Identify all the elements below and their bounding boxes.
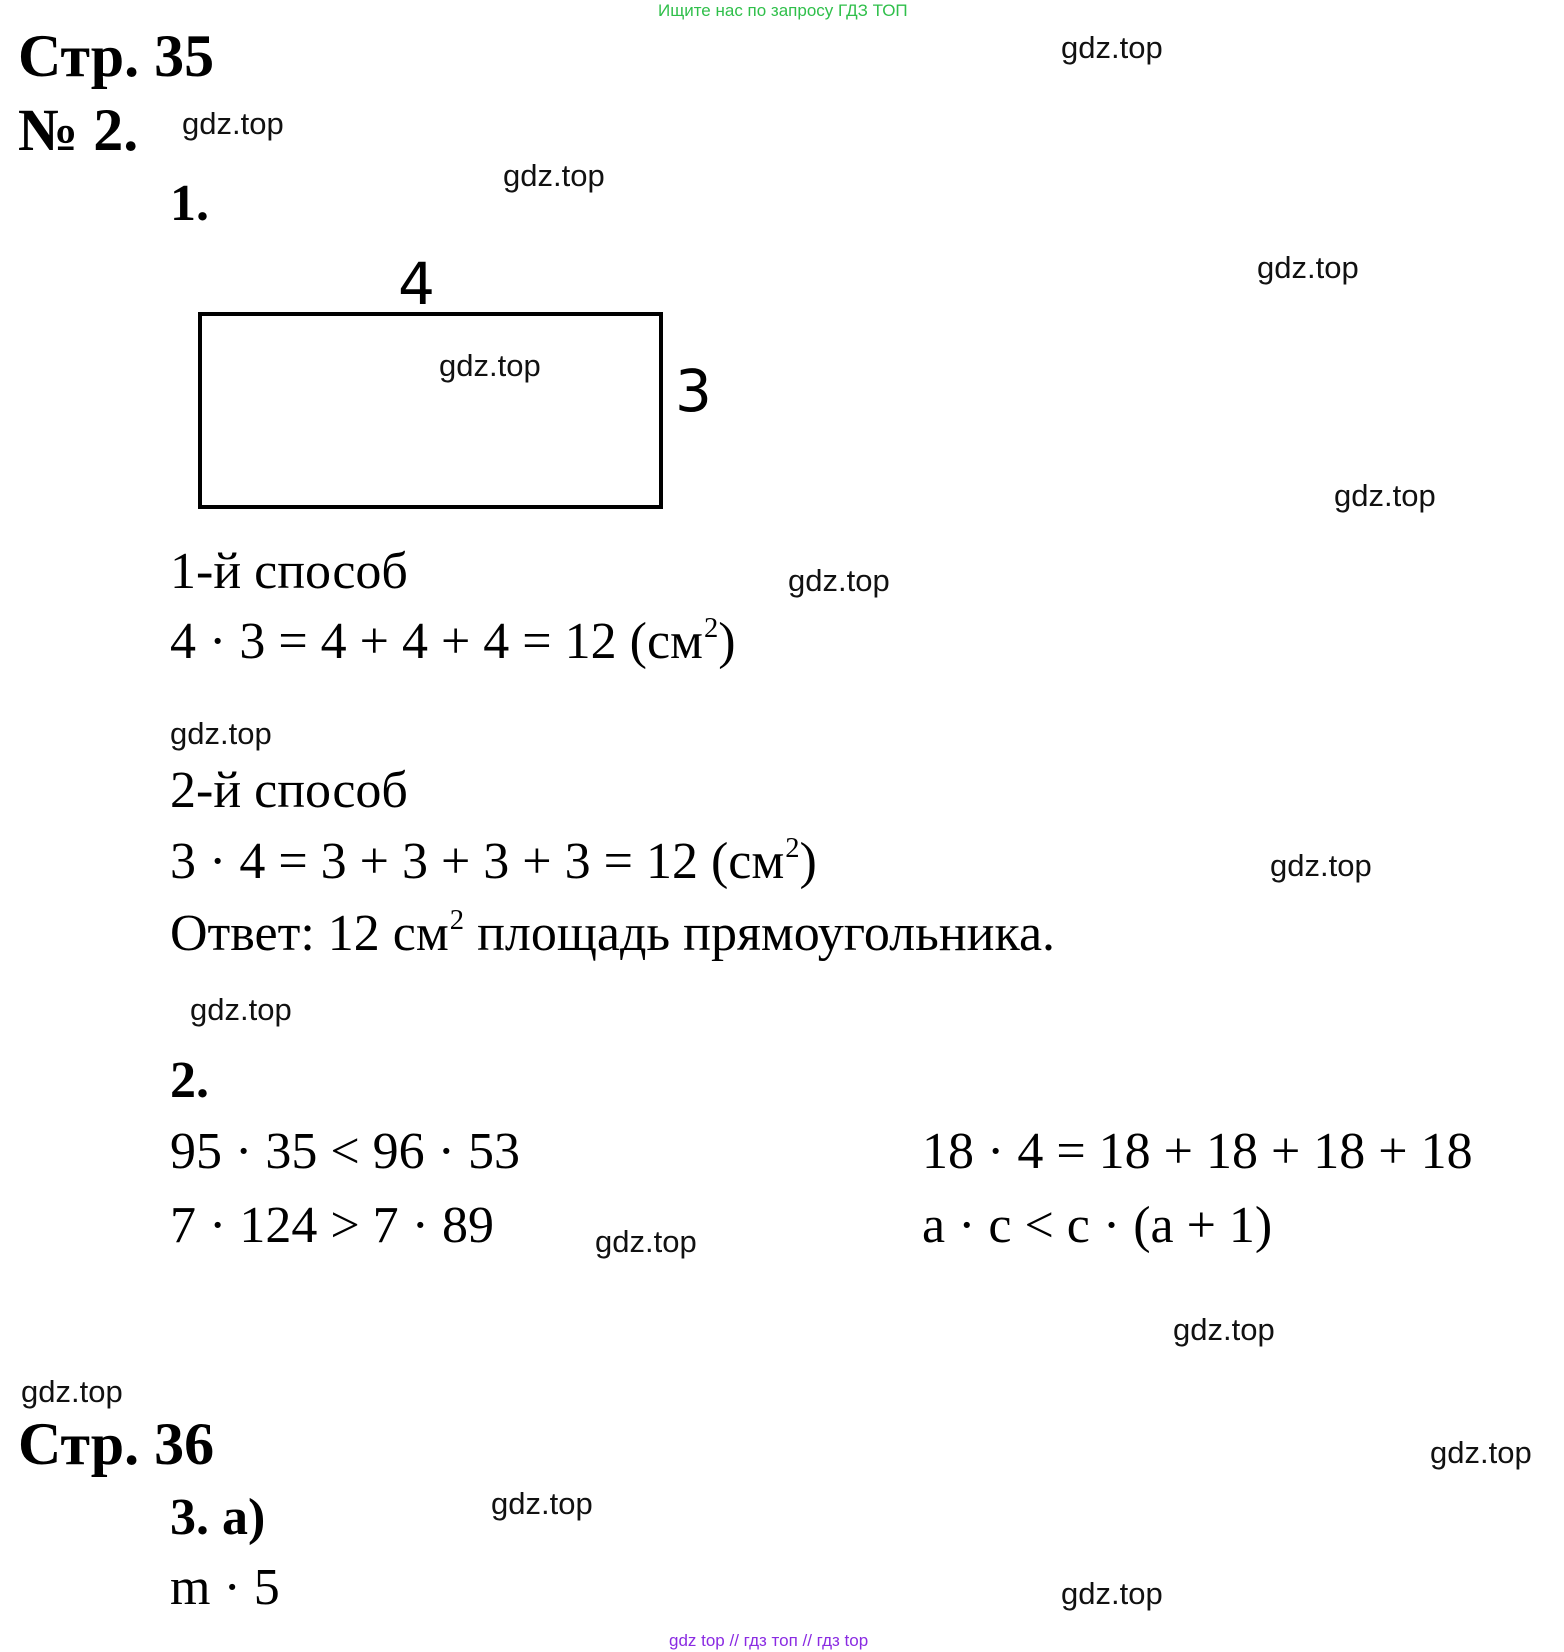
method2-equation: 3 · 4 = 3 + 3 + 3 + 3 = 12 $(см^2)$ [170,832,817,890]
watermark: gdz.top [595,1224,697,1259]
comparison-left-1: 95 · 35 < 96 · 53 [170,1123,520,1180]
method2-title: 2-й способ [170,762,408,819]
top-banner: Ищите нас по запросу ГДЗ ТОП [658,1,908,20]
watermark: gdz.top [182,106,284,141]
method1-title: 1-й способ [170,543,408,600]
part2-label: 2. [170,1052,209,1109]
part1-label: 1. [170,175,209,232]
watermark: gdz.top [788,563,890,598]
watermark: gdz.top [1061,30,1163,65]
watermark: gdz.top [491,1486,593,1521]
watermark: gdz.top [439,348,541,383]
comparison-right-1: 18 · 4 = 18 + 18 + 18 + 18 [922,1123,1473,1180]
watermark: gdz.top [1430,1435,1532,1470]
watermark: gdz.top [1270,848,1372,883]
watermark: gdz.top [1257,250,1359,285]
answer-line: Ответ: 12 $см^2$ площадь прямоугольника. [170,904,1056,962]
watermark: gdz.top [1334,478,1436,513]
comparison-left-2: 7 · 124 > 7 · 89 [170,1197,494,1254]
comparison-right-2: a · c < c · (a + 1) [922,1197,1273,1254]
rectangle-figure [198,312,663,509]
figure-top-side-label: 4 [398,250,435,318]
bottom-banner: gdz top // гдз топ // гдз top [669,1631,869,1650]
part3-label: 3. а) [170,1489,266,1546]
task-number: № 2. [18,97,139,163]
expression-m5: m · 5 [170,1559,280,1616]
watermark: gdz.top [1173,1312,1275,1347]
watermark: gdz.top [190,992,292,1027]
page-heading-36: Стр. 36 [18,1411,215,1477]
watermark: gdz.top [170,716,272,751]
watermark: gdz.top [503,158,605,193]
figure-right-side-label: 3 [675,357,712,425]
watermark: gdz.top [1061,1576,1163,1611]
method1-equation: 4 · 3 = 4 + 4 + 4 = 12 $(см^2)$ [170,612,736,670]
page-heading-35: Стр. 35 [18,23,215,89]
watermark: gdz.top [21,1374,123,1409]
